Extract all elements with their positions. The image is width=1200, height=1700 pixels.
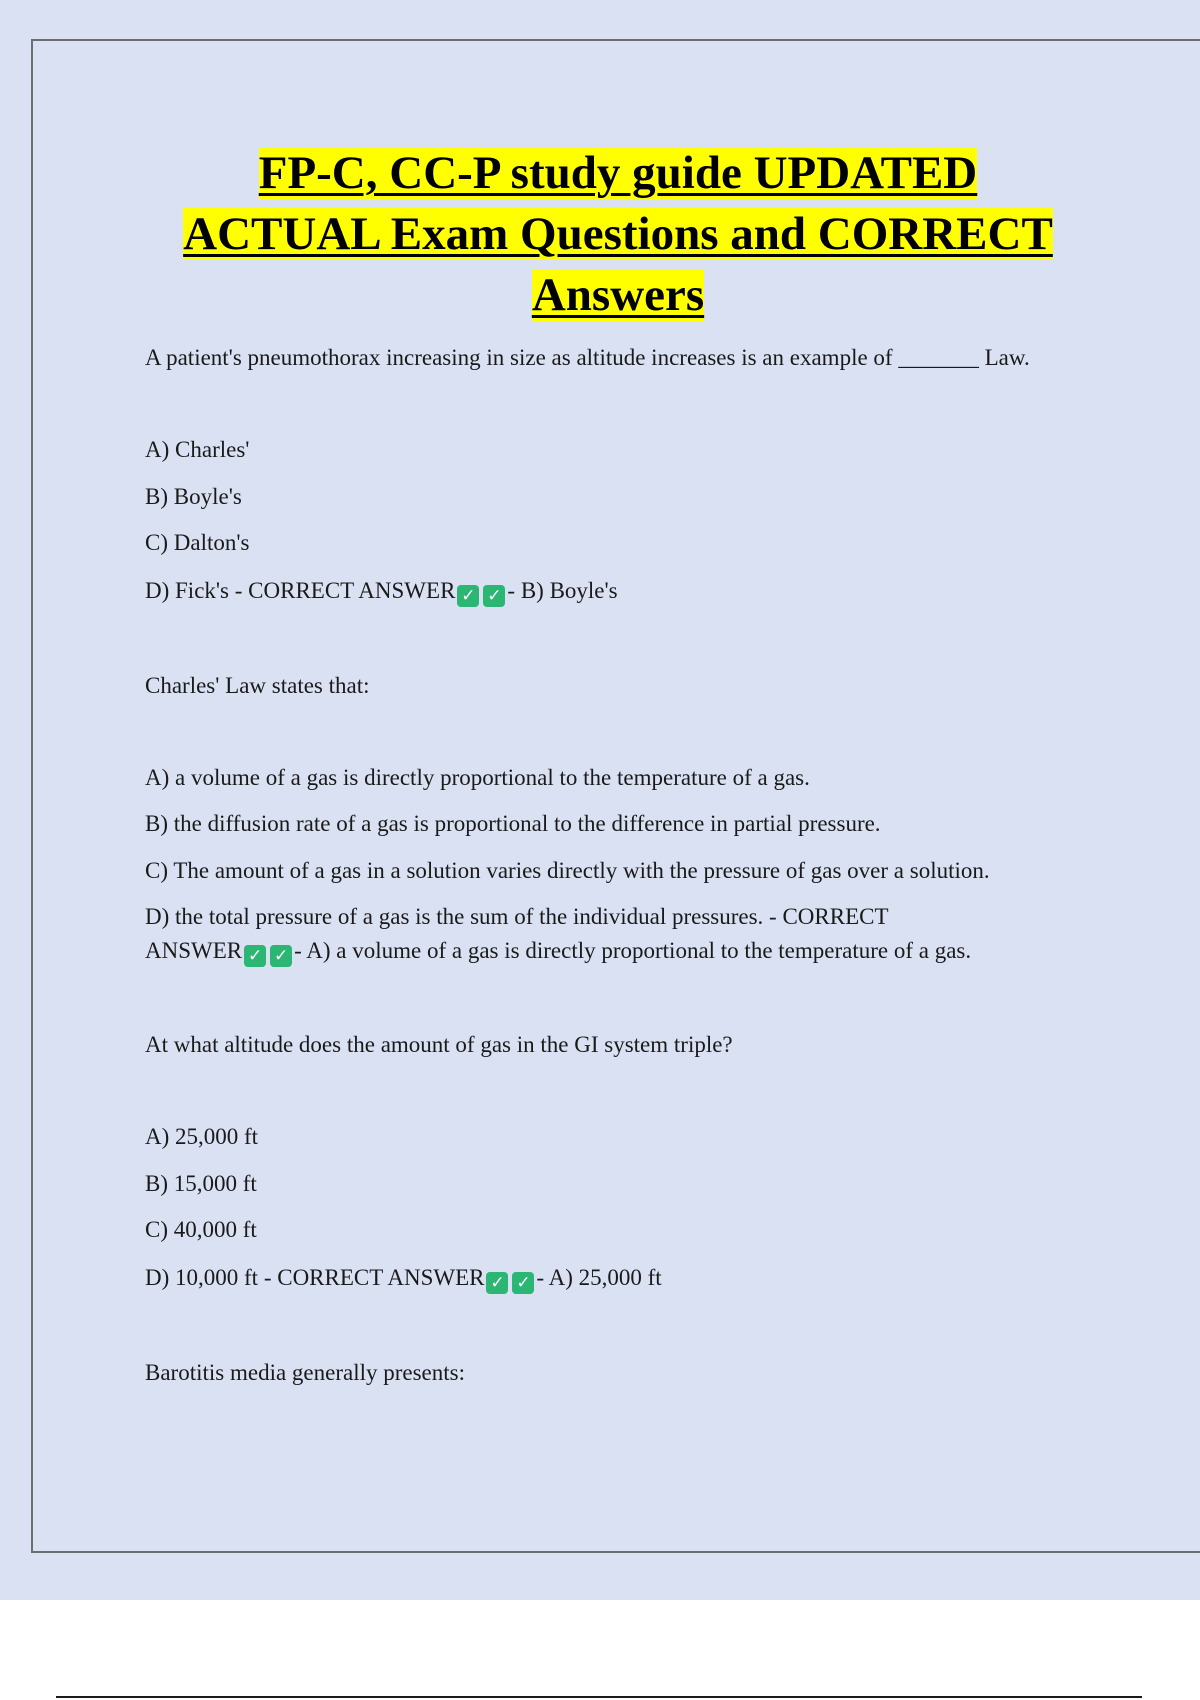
- document-title: [60, 143, 1176, 326]
- question-3-answer: - A) 25,000 ft: [536, 1265, 662, 1290]
- question-2-prompt: Charles' Law states that:: [145, 673, 370, 698]
- question-2-option-c: C) The amount of a gas in a solution varies directly with the pressure of gas over a solution.: [145, 858, 990, 883]
- question-2-option-d: D) the total pressure of a gas is the sum of the individual pressures. - CORRECT: [145, 904, 889, 929]
- title-line-2: ACTUAL Exam Questions and CORRECT: [183, 208, 1053, 260]
- question-1-option-d-line: [145, 576, 618, 607]
- check-box-icon: ✓: [270, 945, 292, 967]
- question-1-prompt: A patient's pneumothorax increasing in size as altitude increases is an example of _______ Law.: [145, 345, 1030, 370]
- question-2-option-d-continuation: ANSWER: [145, 938, 243, 963]
- question-1-option-d: D) Fick's - CORRECT ANSWER: [145, 578, 456, 603]
- question-2-answer-line: [145, 936, 971, 967]
- question-2-option-a: A) a volume of a gas is directly proportional to the temperature of a gas.: [145, 765, 810, 790]
- title-line-3: Answers: [531, 269, 705, 321]
- question-1-option-c: C) Dalton's: [145, 530, 250, 555]
- question-1-answer: - B) Boyle's: [507, 578, 618, 603]
- check-box-icon: ✓: [483, 585, 505, 607]
- question-4-prompt: Barotitis media generally presents:: [145, 1360, 465, 1385]
- title-line-1: FP-C, CC-P study guide UPDATED: [258, 147, 978, 199]
- footer-rule: [56, 1696, 1142, 1698]
- check-box-icon: ✓: [244, 945, 266, 967]
- question-1-option-b: B) Boyle's: [145, 484, 242, 509]
- question-3-option-b: B) 15,000 ft: [145, 1171, 257, 1196]
- check-box-icon: ✓: [512, 1272, 534, 1294]
- question-3-option-d-line: [145, 1263, 662, 1294]
- question-3-option-d: D) 10,000 ft - CORRECT ANSWER: [145, 1265, 485, 1290]
- question-3-prompt: At what altitude does the amount of gas in the GI system triple?: [145, 1032, 733, 1057]
- question-2-answer: - A) a volume of a gas is directly proportional to the temperature of a gas.: [294, 938, 972, 963]
- check-box-icon: ✓: [486, 1272, 508, 1294]
- check-box-icon: ✓: [457, 585, 479, 607]
- question-3-option-c: C) 40,000 ft: [145, 1217, 257, 1242]
- question-3-option-a: A) 25,000 ft: [145, 1124, 259, 1149]
- question-1-option-a: A) Charles': [145, 437, 250, 462]
- question-2-option-b: B) the diffusion rate of a gas is proportional to the difference in partial pressure.: [145, 811, 881, 836]
